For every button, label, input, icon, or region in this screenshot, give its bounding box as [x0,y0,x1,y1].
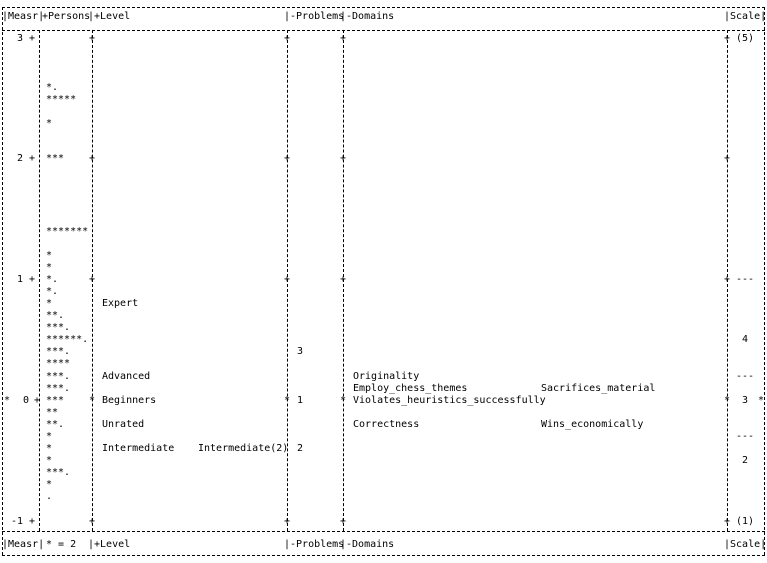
person-row: * [46,262,53,273]
scale-divider-1: --- [736,274,755,285]
scale-star-right-0: * [758,395,765,406]
person-row: * [46,443,53,454]
scale-plus-neg1: + [724,516,731,527]
scale-plus-2: + [724,153,731,164]
scale-bottom: (1) [736,516,755,527]
person-row: . [46,491,53,502]
right-border [764,7,765,555]
person-row: * [46,250,53,261]
problems-star-0: * [284,395,291,406]
domain-employ-chess-themes: Employ_chess_themes [353,383,468,394]
problem-2: 2 [297,443,304,454]
footer-domains: |-Domains [340,539,395,550]
person-row: *. [46,82,59,93]
person-row: * [46,298,53,309]
measure-tick-0: 0 [23,395,30,406]
problems-plus-1: + [284,274,291,285]
domains-plus-3: + [340,33,347,44]
scale-plus-1: + [724,274,731,285]
scale-top: (5) [736,33,755,44]
person-row: **. [46,310,65,321]
person-row: ******. [46,334,89,345]
person-row: ** [46,407,59,418]
person-row: * [46,118,53,129]
scale-divider-3: --- [736,431,755,442]
person-row: * [46,431,53,442]
person-row: *** [46,395,65,406]
scale-4: 4 [742,334,749,345]
level-plus-neg1: + [89,516,96,527]
person-row: ***. [46,346,71,357]
person-row: ***. [46,467,71,478]
footer-measr: |Measr| [2,539,45,550]
person-row: *** [46,153,65,164]
header-domains: |-Domains [340,11,395,22]
footer-problems: |-Problems [284,539,345,550]
scale-divider-2: --- [736,371,755,382]
header-persons: +Persons [42,11,91,22]
person-row: ***. [46,322,71,333]
footer-persons-legend: * = 2 [46,539,77,550]
header-scale: |Scale| [724,11,767,22]
level-intermediate-2: Intermediate(2) [198,443,289,454]
level-plus-3: + [89,33,96,44]
measure-tick-2: 2 + [17,153,36,164]
domain-originality: Originality [353,371,420,382]
problem-1: 1 [297,395,304,406]
footer-scale: |Scale| [724,539,767,550]
scale-2: 2 [742,455,749,466]
left-border [2,7,3,555]
problem-3: 3 [297,346,304,357]
person-row: ***** [46,94,77,105]
header-level: |+Level [88,11,131,22]
domains-plus-2: + [340,153,347,164]
level-intermediate: Intermediate [102,443,175,454]
person-row: **** [46,358,71,369]
level-unrated: Unrated [102,419,145,430]
level-advanced: Advanced [102,371,151,382]
person-row: * [46,479,53,490]
level-expert: Expert [102,298,139,309]
domain-correctness: Correctness [353,419,420,430]
domain-violates-heuristics: Violates_heuristics_successfully [353,395,546,406]
persons-separator [39,30,40,531]
problems-plus-neg1: + [284,516,291,527]
scale-plus-3: + [724,33,731,44]
header-problems: |-Problems [284,11,345,22]
person-row: ***. [46,371,71,382]
person-row: *. [46,274,59,285]
bottom-rule [2,555,765,556]
measure-tick-1: 1 + [17,274,36,285]
scale-star-0: * [724,395,731,406]
measure-zero-plus: + [34,395,41,406]
person-row: *. [46,286,59,297]
top-rule [2,7,765,8]
person-row: ***. [46,383,71,394]
domains-plus-neg1: + [340,516,347,527]
measure-tick-neg1: -1 + [11,516,36,527]
level-plus-1: + [89,274,96,285]
scale-3: 3 [742,395,749,406]
footer-top-rule [2,531,765,532]
person-row: **. [46,419,65,430]
domains-plus-1: + [340,274,347,285]
domains-star-0: * [340,395,347,406]
person-row: ******* [46,226,89,237]
person-row: * [46,455,53,466]
footer-level: |+Level [88,539,131,550]
level-plus-2: + [89,153,96,164]
level-star-0: * [89,395,96,406]
domain-wins-economically: Wins_economically [541,419,644,430]
header-measr: |Measr| [2,11,45,22]
problems-plus-2: + [284,153,291,164]
level-beginners: Beginners [102,395,157,406]
header-rule [2,30,765,31]
measure-tick-3: 3 + [17,33,36,44]
measure-zero-marker: * [4,395,11,406]
problems-plus-3: + [284,33,291,44]
domain-sacrifices-material: Sacrifices_material [541,383,656,394]
